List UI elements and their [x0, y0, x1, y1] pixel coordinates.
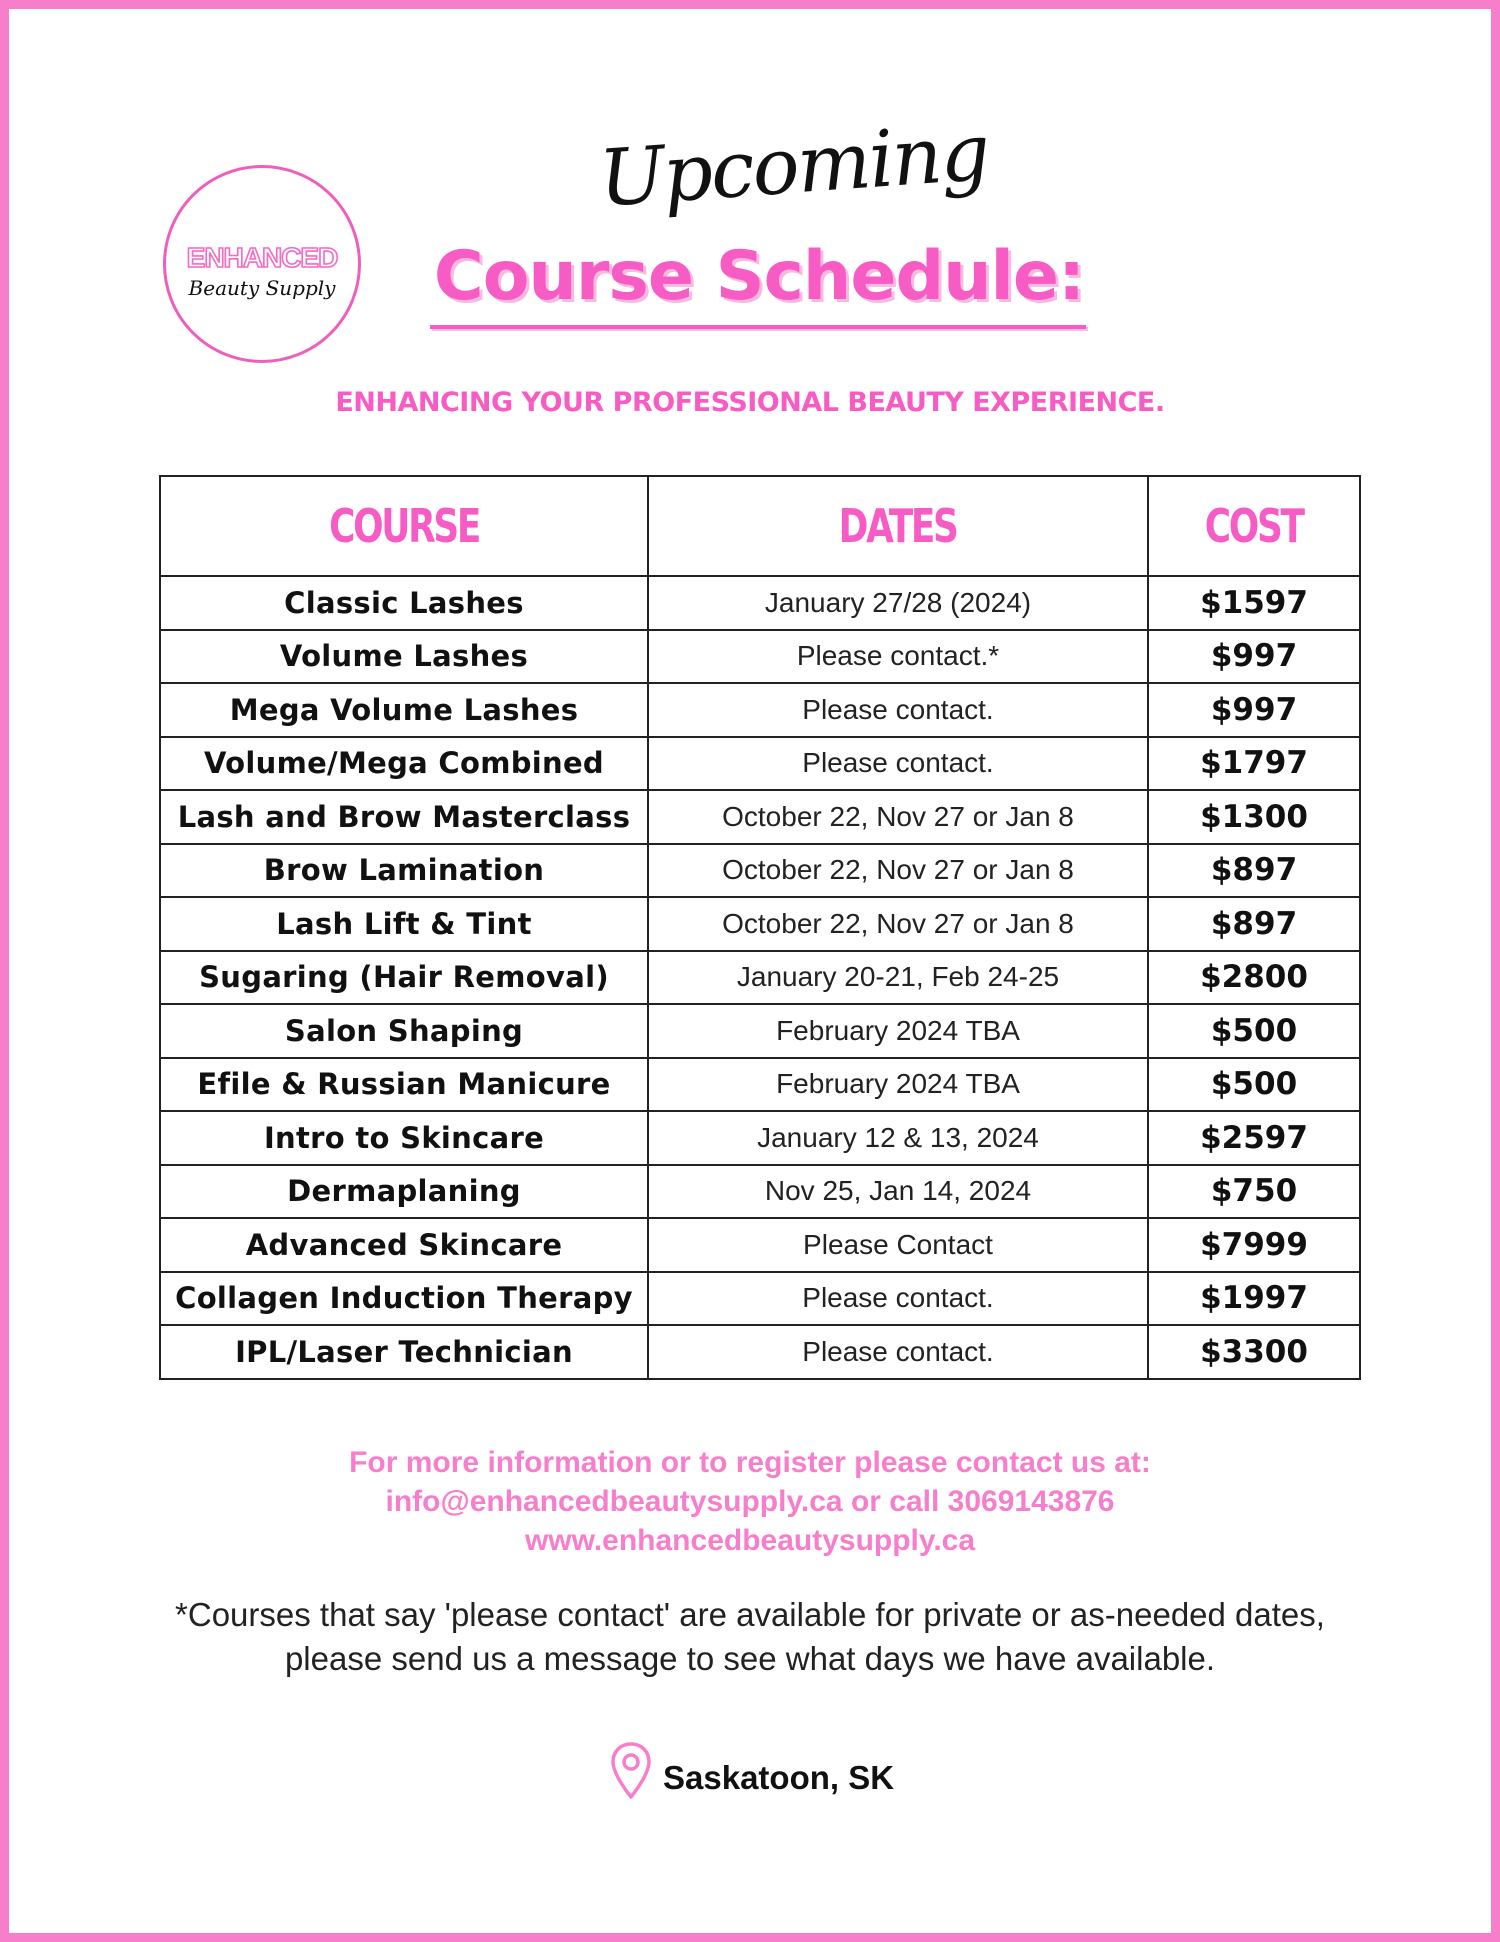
table-row	[160, 951, 1360, 1005]
cost-cell: $7999	[1148, 1218, 1360, 1272]
table-row	[160, 630, 1360, 684]
logo-wordmark: ENHANCED	[186, 242, 338, 273]
logo-script: Beauty Supply	[188, 276, 336, 300]
dates-cell: February 2024 TBA	[648, 1004, 1148, 1058]
course-cell: Lash and Brow Masterclass	[160, 790, 648, 844]
table-row	[160, 737, 1360, 791]
table-row	[160, 1272, 1360, 1326]
website-link[interactable]: www.enhancedbeautysupply.ca	[524, 1524, 976, 1557]
cost-cell: $1797	[1148, 737, 1360, 791]
cost-cell: $997	[1148, 630, 1360, 684]
course-cell: Collagen Induction Therapy	[160, 1272, 648, 1326]
course-cell: Volume/Mega Combined	[160, 737, 648, 791]
cost-cell: $2800	[1148, 951, 1360, 1005]
title-underline	[430, 325, 1086, 329]
location	[609, 1741, 894, 1801]
table-row	[160, 683, 1360, 737]
contact-info	[9, 1443, 1491, 1560]
dates-cell: Please contact.	[648, 737, 1148, 791]
dates-cell: January 12 & 13, 2024	[648, 1111, 1148, 1165]
table-row	[160, 576, 1360, 630]
cost-cell: $2597	[1148, 1111, 1360, 1165]
course-cell: Intro to Skincare	[160, 1111, 648, 1165]
cost-cell: $1597	[1148, 576, 1360, 630]
course-cell: Volume Lashes	[160, 630, 648, 684]
table-row	[160, 1111, 1360, 1165]
course-cell: Advanced Skincare	[160, 1218, 648, 1272]
contact-email-phone[interactable]: info@enhancedbeautysupply.ca or call 3069143876	[385, 1485, 1115, 1518]
page-title: Course Schedule:	[433, 237, 1085, 316]
dates-cell: Please contact.	[648, 1325, 1148, 1379]
cost-cell: $997	[1148, 683, 1360, 737]
dates-cell: Please contact.*	[648, 630, 1148, 684]
brand-logo	[163, 165, 361, 363]
table-row	[160, 844, 1360, 898]
dates-cell: October 22, Nov 27 or Jan 8	[648, 844, 1148, 898]
cost-cell: $500	[1148, 1004, 1360, 1058]
header-cost: COST	[1148, 476, 1360, 576]
cost-cell: $3300	[1148, 1325, 1360, 1379]
dates-cell: January 20-21, Feb 24-25	[648, 951, 1148, 1005]
cost-cell: $1300	[1148, 790, 1360, 844]
dates-cell: Please Contact	[648, 1218, 1148, 1272]
tagline: ENHANCING YOUR PROFESSIONAL BEAUTY EXPERIENCE.	[335, 387, 1165, 418]
dates-cell: January 27/28 (2024)	[648, 576, 1148, 630]
table-row	[160, 1004, 1360, 1058]
header-course: COURSE	[160, 476, 648, 576]
course-cell: Salon Shaping	[160, 1004, 648, 1058]
footnote-line: *Courses that say 'please contact' are available for private or as-needed dates,	[175, 1596, 1325, 1633]
course-cell: IPL/Laser Technician	[160, 1325, 648, 1379]
table-header-row	[160, 476, 1360, 576]
course-cell: Dermaplaning	[160, 1165, 648, 1219]
footnote-line: please send us a message to see what days we have available.	[284, 1640, 1216, 1677]
cost-cell: $750	[1148, 1165, 1360, 1219]
dates-cell: Nov 25, Jan 14, 2024	[648, 1165, 1148, 1219]
course-cell: Brow Lamination	[160, 844, 648, 898]
cost-cell: $897	[1148, 897, 1360, 951]
course-cell: Lash Lift & Tint	[160, 897, 648, 951]
table-row	[160, 1058, 1360, 1112]
table-row	[160, 897, 1360, 951]
dates-cell: October 22, Nov 27 or Jan 8	[648, 790, 1148, 844]
table-row	[160, 1165, 1360, 1219]
location-text: Saskatoon, SK	[663, 1759, 895, 1796]
contact-line: For more information or to register please contact us at:	[349, 1446, 1151, 1479]
dates-cell: Please contact.	[648, 683, 1148, 737]
course-schedule-table	[159, 475, 1361, 1380]
course-cell: Sugaring (Hair Removal)	[160, 951, 648, 1005]
cost-cell: $897	[1148, 844, 1360, 898]
course-cell: Classic Lashes	[160, 576, 648, 630]
title-script: Upcoming	[596, 107, 991, 225]
course-cell: Mega Volume Lashes	[160, 683, 648, 737]
dates-cell: Please contact.	[648, 1272, 1148, 1326]
cost-cell: $1997	[1148, 1272, 1360, 1326]
table-row	[160, 1218, 1360, 1272]
footnote	[9, 1593, 1491, 1681]
table-row	[160, 1325, 1360, 1379]
table-row	[160, 790, 1360, 844]
header-dates: DATES	[648, 476, 1148, 576]
map-pin-icon	[609, 1741, 653, 1801]
cost-cell: $500	[1148, 1058, 1360, 1112]
dates-cell: October 22, Nov 27 or Jan 8	[648, 897, 1148, 951]
course-cell: Efile & Russian Manicure	[160, 1058, 648, 1112]
dates-cell: February 2024 TBA	[648, 1058, 1148, 1112]
